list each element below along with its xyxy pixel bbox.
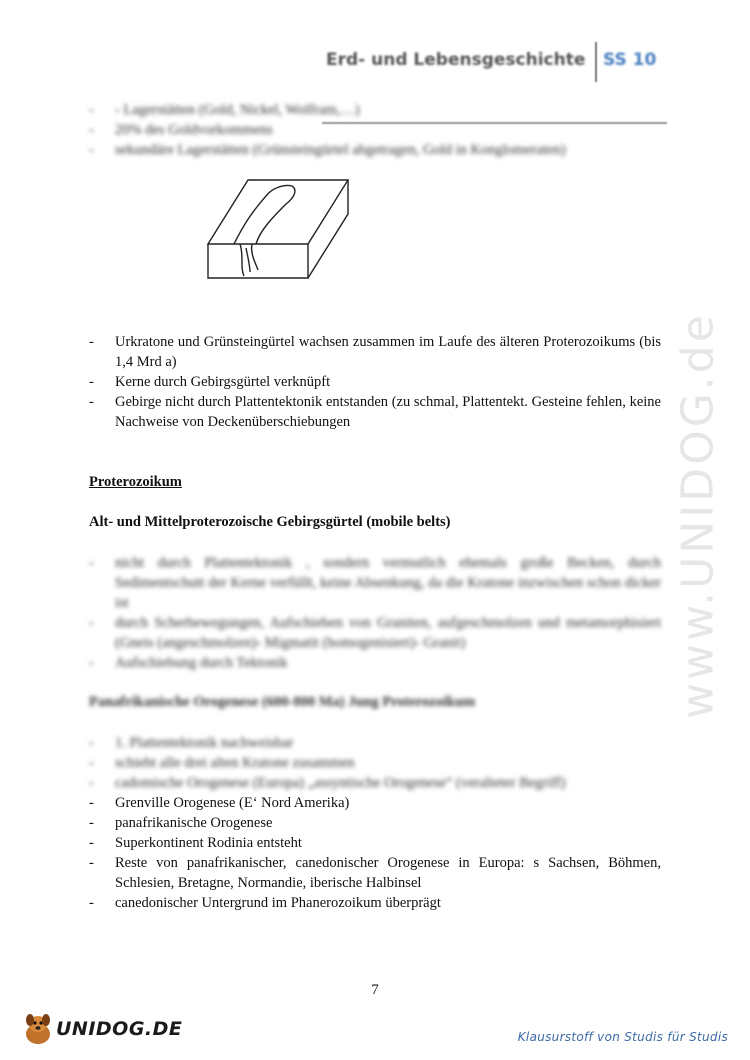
list-item: - Superkontinent Rodinia entsteht (89, 833, 661, 853)
footer-logo (20, 1012, 183, 1046)
diagram-fold-lines (240, 244, 258, 276)
diagram-front-face (208, 244, 308, 278)
watermark-text: www.UNIDOG.de (672, 312, 724, 719)
list-item: - canedonischer Untergrund im Phanerozoikum überprägt (89, 893, 661, 913)
list-item: - sekundäre Lagerstätten (Grünsteingürtel abgetragen, Gold in Konglomeraten) (89, 140, 661, 160)
cratons-list (89, 332, 661, 432)
diagram-side-face (308, 180, 348, 278)
list-item: - Gebirge nicht durch Plattentektonik entstanden (zu schmal, Plattentekt. Gesteine fehlen, keine Nachweise von Deckenüberschiebungen (89, 392, 661, 432)
list-item: - schiebt alle drei alten Kratone zusammen (89, 753, 661, 773)
blurred-top-list (89, 100, 661, 160)
header-title: Erd- und Lebensgeschichte (326, 50, 586, 70)
diagram-greenstone-outline (234, 185, 295, 244)
page-number: 7 (371, 982, 379, 998)
list-item: - - Lagerstätten (Gold, Nickel, Wolfram,…) (89, 100, 661, 120)
footer-logo-text: UNIDOG.DE (56, 1018, 183, 1040)
list-item: - durch Scherbewegungen, Aufschieben von Graniten, aufgeschmolzen und metamorphisiert (Gneis (angeschmolzen)- Migmatit (homogenisiert)- Granit) (89, 613, 661, 653)
heading-mobile-belts: Alt- und Mittelproterozoische Gebirgsgürtel (mobile belts) (89, 514, 451, 530)
list-item: - Kerne durch Gebirgsgürtel verknüpft (89, 372, 661, 392)
page-header (322, 42, 667, 82)
blurred-panafrican-list (89, 733, 661, 793)
list-item: - Grenville Orogenese (E‘ Nord Amerika) (89, 793, 661, 813)
blurred-mobile-belts-list (89, 553, 661, 673)
footer-tagline: Klausurstoff von Studis für Studis (517, 1030, 728, 1044)
header-term: SS 10 (603, 50, 657, 70)
watermark (668, 300, 728, 730)
list-item: - 1. Plattentektonik nachweisbar (89, 733, 661, 753)
list-item: - nicht durch Plattentektonik , sondern vermutlich ehemals große Becken, durch Sedimentschutt der Kerne verfüllt, keine Absenkung, da die Kratone inzwischen schon dicker ist (89, 553, 661, 613)
header-separator (595, 42, 597, 82)
orogenies-list (89, 793, 661, 913)
list-item: - Urkratone und Grünsteingürtel wachsen zusammen im Laufe des älteren Proterozoikums (bis 1,4 Mrd a) (89, 332, 661, 372)
list-item: - Aufschiebung durch Tektonik (89, 653, 661, 673)
geology-block-diagram (200, 172, 360, 282)
heading-panafrican: Panafrikanische Orogenese (600-800 Ma) Jung Proterozoikum (89, 694, 476, 710)
list-item: - Reste von panafrikanischer, canedonischer Orogenese in Europa: s Sachsen, Böhmen, Schlesien, Bretagne, Normandie, iberische Halbinsel (89, 853, 661, 893)
dog-mascot-icon (20, 1012, 56, 1046)
heading-proterozoikum: Proterozoikum (89, 474, 182, 490)
list-item: - cadomische Orogenese (Europa) „assyntische Orogenese“ (veralteter Begriff) (89, 773, 661, 793)
list-item: - 20% des Goldvorkommens (89, 120, 661, 140)
list-item: - panafrikanische Orogenese (89, 813, 661, 833)
